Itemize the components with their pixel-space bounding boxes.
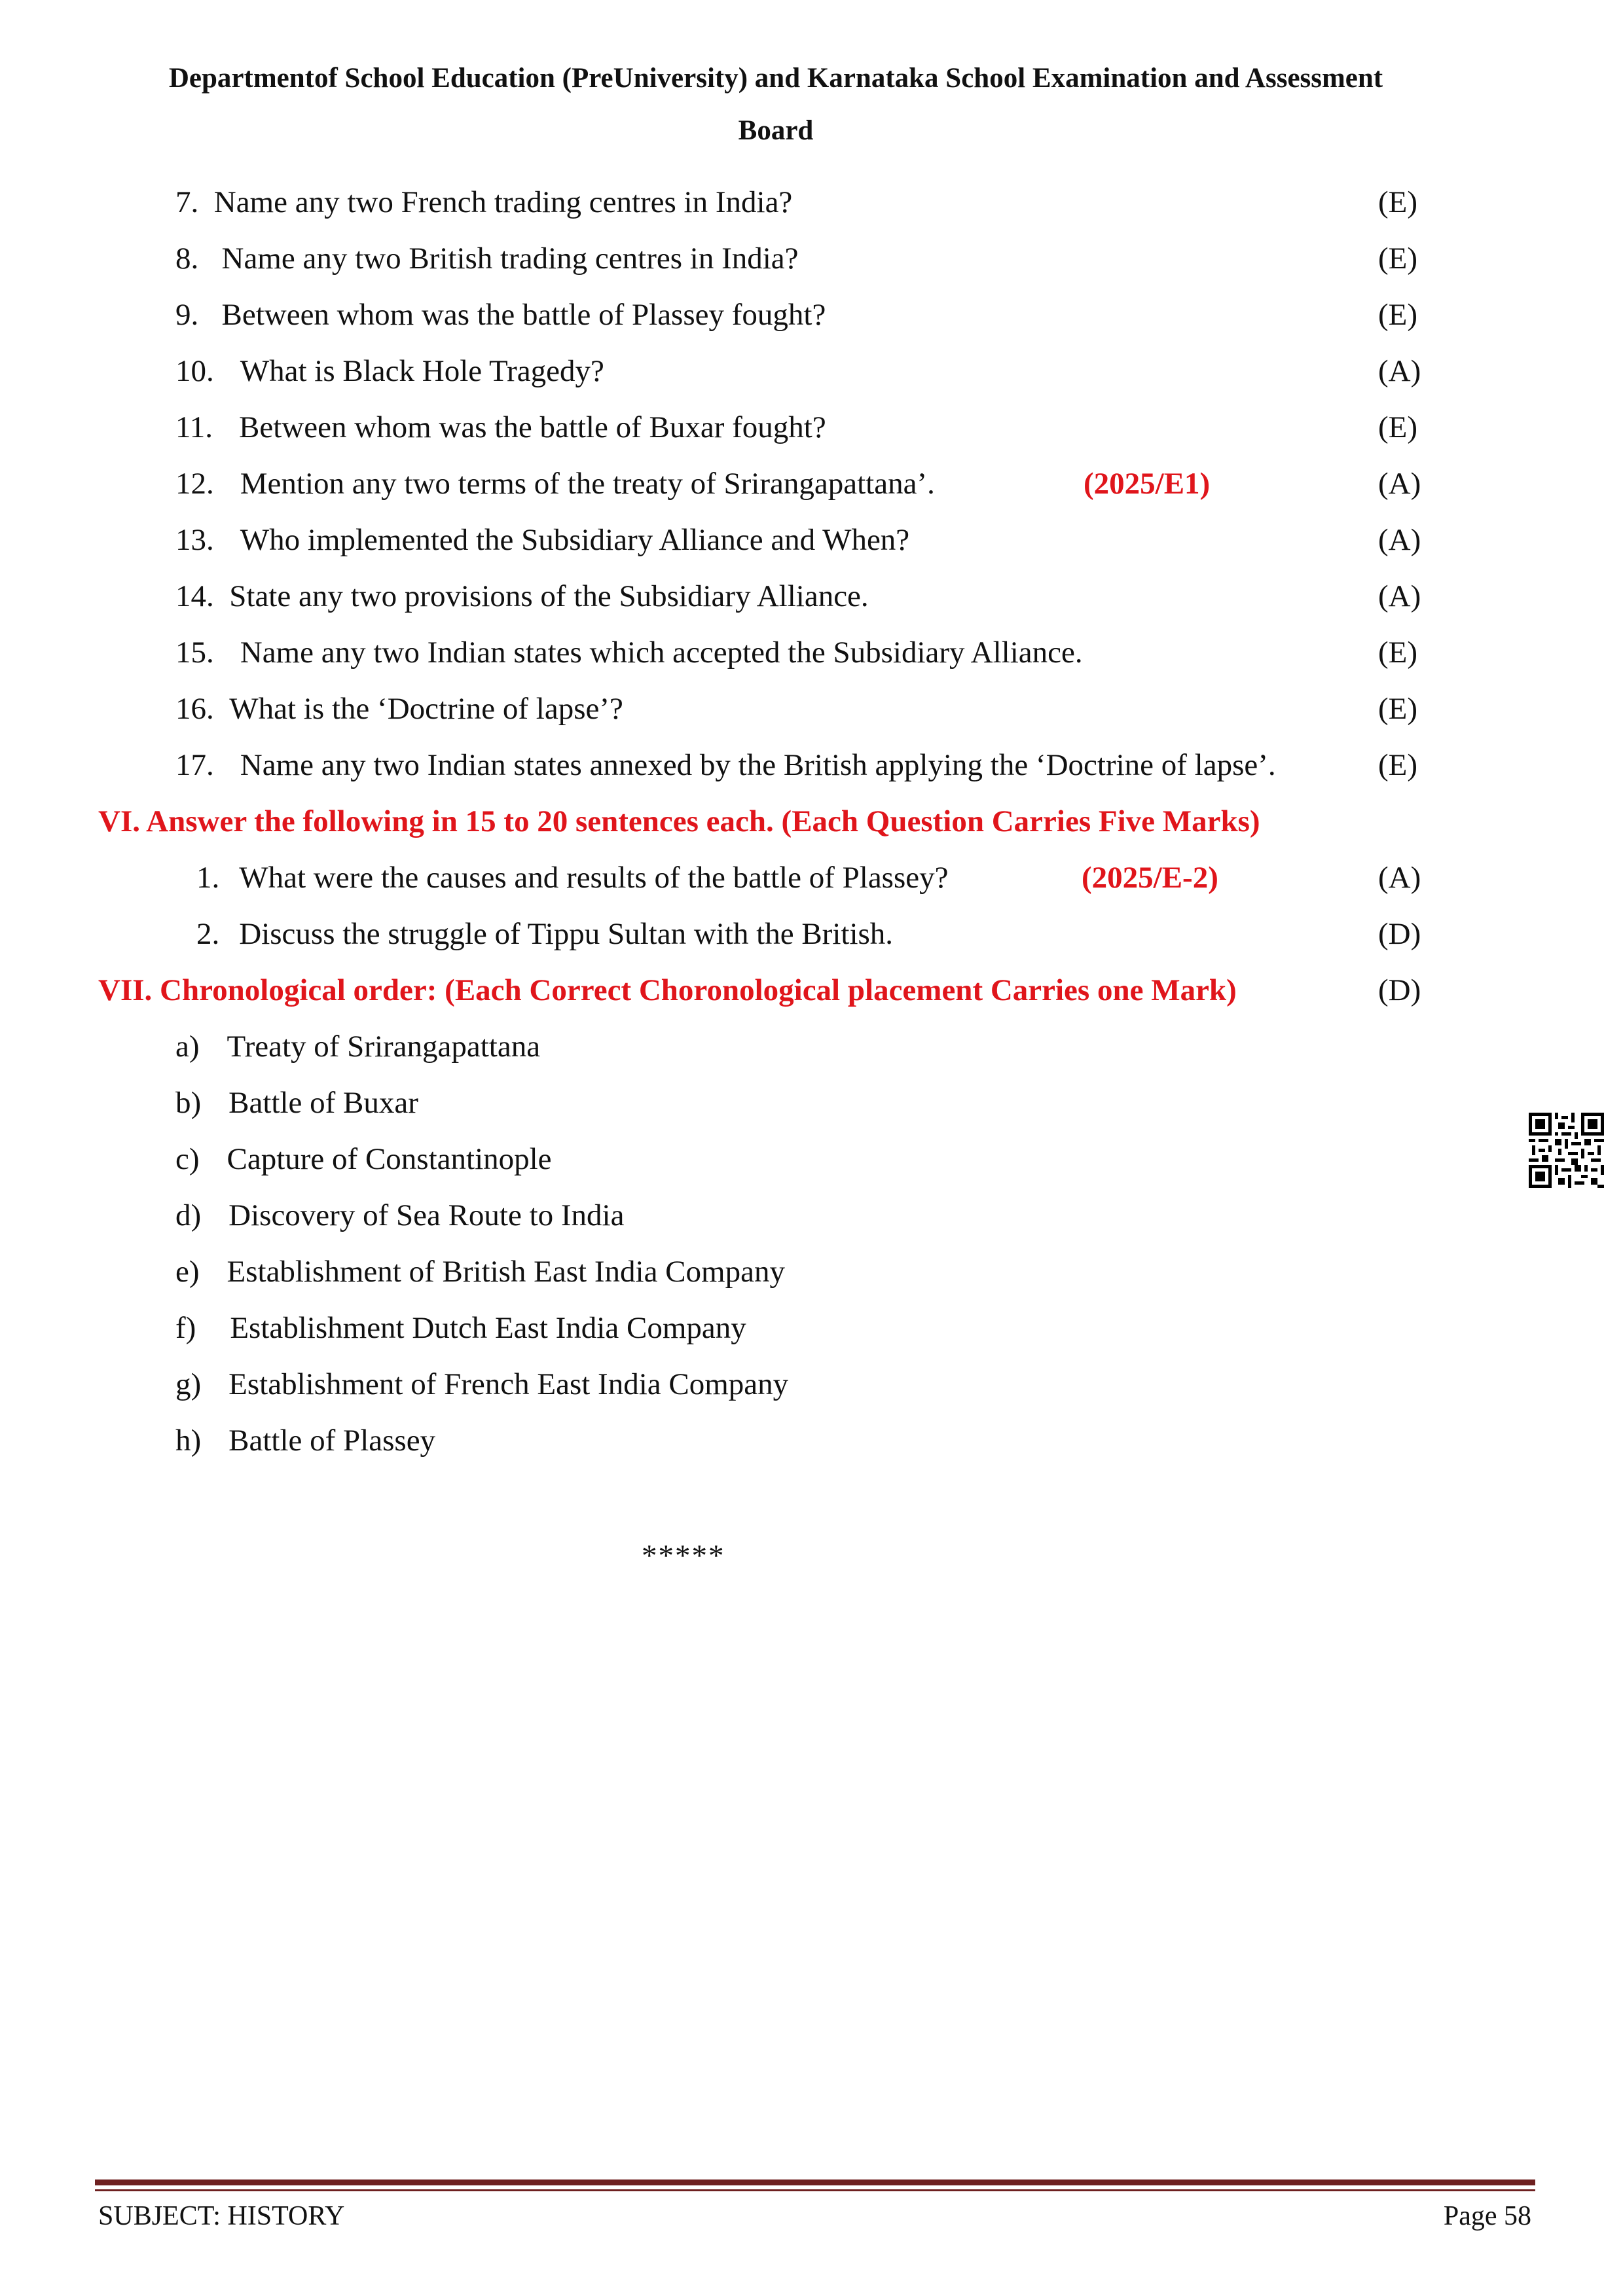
question-item bbox=[175, 353, 604, 389]
difficulty-tag: (A) bbox=[1378, 467, 1421, 501]
item-text: Establishment Dutch East India Company bbox=[230, 1311, 746, 1345]
question-text: Between whom was the battle of Plassey fought? bbox=[221, 298, 826, 332]
item-letter: b) bbox=[175, 1086, 202, 1120]
list-item bbox=[175, 1029, 540, 1064]
question-item bbox=[175, 241, 799, 276]
question-text: Name any two Indian states which accepted the Subsidiary Alliance. bbox=[240, 636, 1083, 670]
item-letter: g) bbox=[175, 1367, 202, 1401]
item-letter: a) bbox=[175, 1030, 200, 1064]
item-letter: f) bbox=[175, 1311, 196, 1345]
question-text: Who implemented the Subsidiary Alliance and When? bbox=[240, 523, 910, 557]
question-number: 13. bbox=[175, 523, 214, 557]
question-number: 14. bbox=[175, 579, 214, 613]
difficulty-tag: (E) bbox=[1378, 410, 1418, 444]
question-item bbox=[175, 522, 909, 558]
question-item bbox=[175, 579, 869, 614]
section-7-title: VII. Chronological order: (Each Correct Choronological placement Carries one Mark) bbox=[98, 973, 1237, 1007]
list-item bbox=[175, 1141, 552, 1177]
question-text: State any two provisions of the Subsidiary Alliance. bbox=[229, 579, 869, 613]
difficulty-tag: (A) bbox=[1378, 523, 1421, 557]
footer-rule-thick bbox=[95, 2179, 1535, 2185]
question-number: 17. bbox=[175, 748, 214, 782]
question-number: 9. bbox=[175, 298, 199, 332]
question-number: 7. bbox=[175, 185, 199, 219]
item-text: Battle of Buxar bbox=[228, 1086, 418, 1120]
question-text: Between whom was the battle of Buxar fought? bbox=[239, 410, 826, 444]
item-text: Treaty of Srirangapattana bbox=[227, 1030, 541, 1064]
item-letter: e) bbox=[175, 1255, 200, 1289]
question-number: 12. bbox=[175, 467, 214, 501]
question-number: 2. bbox=[196, 917, 220, 951]
section-6-title: VI. Answer the following in 15 to 20 sentences each. (Each Question Carries Five Marks) bbox=[98, 804, 1260, 838]
difficulty-tag: (A) bbox=[1378, 579, 1421, 613]
difficulty-tag: (E) bbox=[1378, 242, 1418, 276]
item-letter: d) bbox=[175, 1198, 202, 1232]
question-text: What is Black Hole Tragedy? bbox=[240, 354, 604, 388]
item-text: Battle of Plassey bbox=[228, 1424, 436, 1458]
item-text: Establishment of French East India Company bbox=[228, 1367, 789, 1401]
difficulty-tag: (D) bbox=[1378, 917, 1421, 951]
item-letter: c) bbox=[175, 1142, 200, 1176]
difficulty-tag: (E) bbox=[1378, 692, 1418, 726]
essay-question-item bbox=[196, 916, 893, 952]
question-item bbox=[175, 297, 826, 332]
header-line-2: Board bbox=[738, 115, 814, 146]
item-text: Establishment of British East India Company bbox=[227, 1255, 785, 1289]
exam-year-badge: (2025/E1) bbox=[1084, 467, 1211, 501]
question-text: Name any two Indian states annexed by the British applying the ‘Doctrine of lapse’. bbox=[240, 748, 1276, 782]
question-item bbox=[175, 747, 1276, 783]
question-number: 10. bbox=[175, 354, 214, 388]
footer-subject: SUBJECT: HISTORY bbox=[98, 2201, 345, 2231]
question-number: 8. bbox=[175, 242, 199, 276]
question-number: 15. bbox=[175, 636, 214, 670]
question-text: Mention any two terms of the treaty of Srirangapattana’. bbox=[240, 467, 935, 501]
difficulty-tag: (E) bbox=[1378, 298, 1418, 332]
footer-rule-thin bbox=[95, 2189, 1535, 2191]
list-item bbox=[175, 1367, 788, 1402]
list-item bbox=[175, 1310, 746, 1346]
list-item bbox=[175, 1198, 624, 1233]
difficulty-tag: (E) bbox=[1378, 748, 1418, 782]
question-number: 16. bbox=[175, 692, 214, 726]
question-number: 11. bbox=[175, 410, 213, 444]
question-text: Discuss the struggle of Tippu Sultan with the British. bbox=[239, 917, 894, 951]
difficulty-tag: (D) bbox=[1378, 973, 1421, 1007]
question-item bbox=[175, 410, 826, 445]
question-item bbox=[175, 185, 792, 220]
footer-page-number: Page 58 bbox=[1443, 2201, 1531, 2231]
question-text: Name any two French trading centres in India? bbox=[213, 185, 793, 219]
difficulty-tag: (A) bbox=[1378, 354, 1421, 388]
question-text: What is the ‘Doctrine of lapse’? bbox=[229, 692, 623, 726]
question-number: 1. bbox=[196, 861, 220, 895]
question-item bbox=[175, 635, 1083, 670]
question-text: What were the causes and results of the battle of Plassey? bbox=[239, 861, 949, 895]
list-item bbox=[175, 1085, 418, 1121]
difficulty-tag: (E) bbox=[1378, 636, 1418, 670]
essay-question-item bbox=[196, 860, 948, 895]
difficulty-tag: (E) bbox=[1378, 185, 1418, 219]
question-item bbox=[175, 466, 935, 501]
end-marker: ***** bbox=[642, 1539, 725, 1573]
item-text: Discovery of Sea Route to India bbox=[228, 1198, 625, 1232]
item-text: Capture of Constantinople bbox=[227, 1142, 552, 1176]
question-text: Name any two British trading centres in India? bbox=[221, 242, 799, 276]
difficulty-tag: (A) bbox=[1378, 861, 1421, 895]
item-letter: h) bbox=[175, 1424, 202, 1458]
header-line-1: Departmentof School Education (PreUniversity) and Karnataka School Examination and Assessment bbox=[168, 63, 1383, 94]
list-item bbox=[175, 1254, 785, 1289]
qr-code-icon bbox=[1529, 1113, 1604, 1188]
list-item bbox=[175, 1423, 435, 1458]
question-item bbox=[175, 691, 623, 726]
exam-year-badge: (2025/E-2) bbox=[1082, 861, 1218, 895]
